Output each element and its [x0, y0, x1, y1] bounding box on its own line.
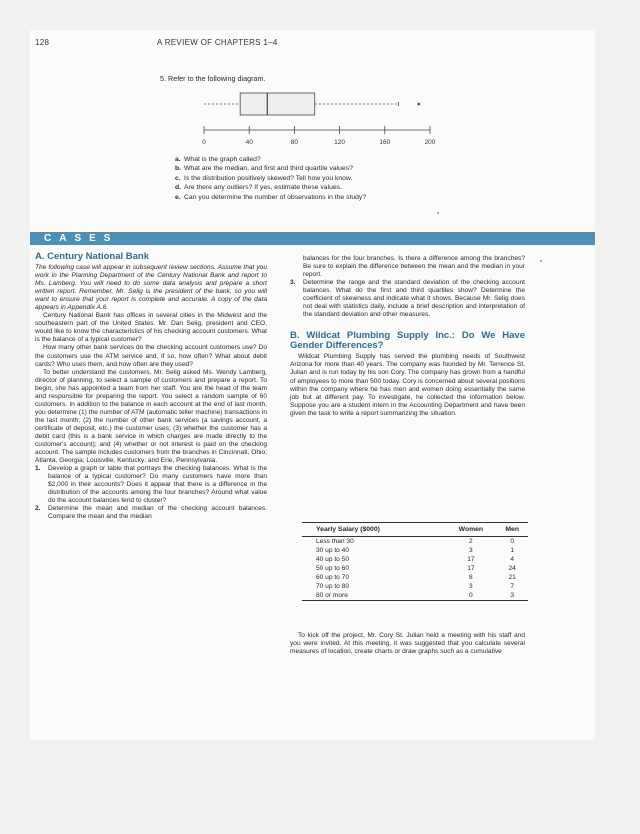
table-cell: 80 or more [302, 591, 445, 601]
table-cell: 24 [508, 564, 516, 572]
case-b-closing [290, 632, 525, 656]
axis-tick-label: 0 [202, 139, 206, 146]
right-column [290, 255, 525, 418]
part-letter: c. [175, 174, 181, 182]
item-number: 2. [35, 505, 41, 513]
iqr-box [240, 93, 315, 115]
table-cell: 4 [510, 555, 515, 563]
table-cell: 7 [510, 582, 515, 590]
question-5-parts [175, 155, 366, 202]
item-text: Determine the range and the standard deviation of the checking account balances. What do the first and third quartiles show? Determine the coefficient of skewness and indicate what it shows. Because Mr. Selig does not deal with statistics daily, include a brief description and interpretation of the standard deviation and other measures. [303, 279, 525, 319]
part-letter: a. [175, 156, 181, 163]
table-header-row [302, 523, 528, 537]
table-row [302, 591, 528, 601]
item-text: Develop a graph or table that portrays the checking balances. What is the balance of a typical customer? Do many customers have more than $2,000 in their accounts? Does it appear that there is a difference in the distribution of the accounts among the four branches? Around what value do the account balances tend to cluster? [48, 465, 267, 505]
question-part [175, 174, 366, 183]
axis-tick-label: 40 [245, 139, 253, 146]
table-header: Women [445, 523, 496, 537]
part-text: Is the distribution positively skewed? Tell how you know. [184, 174, 353, 182]
case-b-paragraph: Wildcat Plumbing Supply has served the plumbing needs of Southwest Arizona for more than 40 years. The company was founded by Mr. Terrence St. Julian and is run today by his son Cory. The company has grown from a handful of employees to more than 500 today. Cory is concerned about several positions within the company where he has men and women doing essentially the same job but at different pay. To investigate, he collected the information below. Suppose you are a student intern in the Accounting Department and have been given the task to write a report summarizing the situation. [290, 353, 525, 417]
table-cell: 8 [469, 573, 473, 581]
item-text: Determine the mean and median of the checking account balances. Compare the mean and the median [48, 505, 267, 521]
case-a-paragraph: Century National Bank has offices in several cities in the Midwest and the southeastern part of the United States. Mr. Dan Selig, president and CEO, would like to know the characteristics of his checking account customers. What is the balance of a typical customer? [35, 312, 267, 344]
question-number: 5. [160, 74, 166, 83]
table-cell: 17 [467, 564, 475, 572]
question-part [175, 155, 366, 164]
running-title: A REVIEW OF CHAPTERS 1–4 [157, 38, 278, 47]
table-header: Yearly Salary ($000) [302, 523, 445, 537]
axis-tick-label: 80 [290, 139, 299, 146]
table-cell: 3 [469, 582, 473, 590]
part-text: What are the median, and first and third quartile values? [184, 165, 353, 173]
table-cell: 2 [469, 537, 473, 545]
case-a-paragraph: To better understand the customers, Mr. Selig asked Ms. Wendy Lamberg, director of planning, to select a sample of customers and prepare a report. To begin, she has appointed a team from her staff. You are the head of the team and responsible for preparing the report. You select a random sample of 60 customers. In addition to the balance in each account at the end of last month, you determine (1) the number of ATM (automatic teller machine) transactions in the last month; (2) the number of other bank services (a savings account, a certificate of deposit, etc.) the customer uses; (3) whether the customer has a debit card (this is a bank service in which charges are made directly to the customer's account); and (4) whether or not interest is paid on the checking account. The sample includes customers from the branches in Cincinnati, Ohio; Atlanta, Georgia; Louisville, Kentucky; and Erie, Pennsylvania. [35, 368, 267, 465]
case-a-intro: The following case will appear in subsequent review sections. Assume that you work in the Planning Department of the Century National Bank and report to Ms. Lamberg. You will need to do some data analysis and prepare a short written report. Remember, Mr. Selig is the president of the bank, so you will want to ensure that your report is complete and accurate. A copy of the data appears in Appendix A.6. [35, 264, 267, 312]
axis-tick-label: 160 [379, 139, 391, 146]
table-row [302, 582, 528, 591]
part-letter: e. [175, 193, 181, 201]
part-text: What is the graph called? [184, 156, 261, 163]
table-cell: 21 [508, 573, 516, 581]
case-a-continued: balances for the four branches. Is there a difference among the branches? Be sure to explain the difference between the mean and the median in your report. [303, 255, 525, 279]
table-row [302, 564, 528, 573]
case-b-closing-text: To kick off the project, Mr. Cory St. Julian held a meeting with his staff and you were invited. At this meeting, it was suggested that you calculate several measures of location, create charts or draw graphs such as a cumulative [290, 632, 525, 656]
table-cell: 1 [510, 546, 515, 554]
page-number: 128 [35, 38, 50, 47]
case-a-title: A. Century National Bank [35, 251, 150, 262]
case-a-item-3 [290, 279, 525, 319]
table-cell: 17 [467, 555, 475, 563]
table-row [302, 573, 528, 582]
cases-banner-text: CASES [44, 233, 119, 244]
table-cell: 0 [510, 537, 515, 545]
part-text: Are there any outliers? If yes, estimate these values. [184, 184, 342, 192]
axis-tick-label: 120 [334, 139, 346, 146]
question-5-prompt [160, 74, 265, 83]
question-part [175, 193, 366, 202]
case-b-title: B. Wildcat Plumbing Supply Inc.: Do We Have Gender Differences? [290, 330, 525, 352]
cases-banner [30, 232, 595, 245]
table-row [302, 546, 528, 555]
question-part [175, 183, 366, 192]
table-cell: Less than 30 [316, 537, 354, 545]
table-cell: 30 up to 40 [316, 546, 349, 554]
table-header: Men [496, 523, 528, 537]
box-plot [190, 88, 450, 148]
part-letter: d. [175, 184, 182, 192]
salary-table [302, 522, 528, 601]
table-cell: 0 [445, 591, 496, 601]
table-cell: 70 up to 80 [316, 582, 349, 590]
item-number: 1. [35, 465, 41, 473]
outlier-point [418, 103, 420, 105]
table-cell: 40 up to 50 [316, 555, 349, 563]
case-a-paragraph: How many other bank services do the checking account customers use? Do the customers use the ATM service and, if so, how often? What about debit cards? Who uses them, and how often are they used? [35, 344, 267, 368]
table-row [302, 555, 528, 564]
table-cell: 60 up to 70 [316, 573, 349, 581]
scan-mark [437, 212, 439, 214]
table-cell: 50 up to 60 [316, 564, 349, 572]
case-a-item-1 [35, 465, 267, 505]
question-prompt: Refer to the following diagram. [168, 74, 266, 83]
part-text: Can you determine the number of observations in the study? [184, 193, 367, 201]
table-row [302, 537, 528, 547]
item-number: 3. [290, 279, 296, 287]
table-cell: 3 [469, 546, 473, 554]
part-letter: b. [175, 165, 182, 173]
question-part [175, 164, 366, 173]
case-a-column [35, 252, 267, 522]
scan-mark [540, 260, 542, 262]
table-cell: 3 [496, 591, 528, 601]
case-a-item-2 [35, 505, 267, 521]
axis-tick-label: 200 [424, 139, 436, 146]
